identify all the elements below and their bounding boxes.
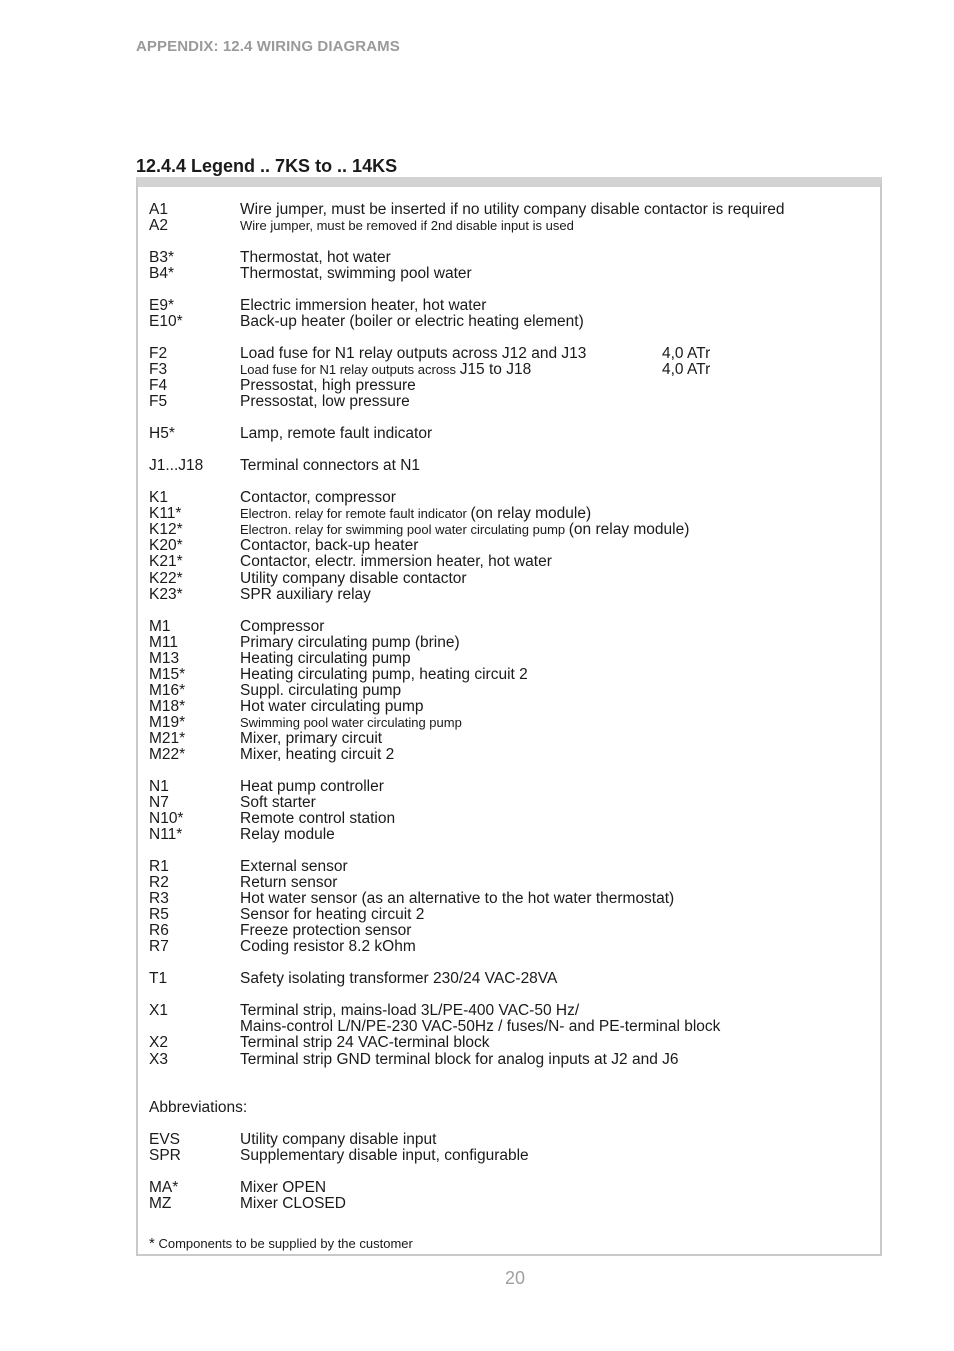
legend-code: A2 xyxy=(149,217,168,234)
legend-code: F3 xyxy=(149,361,168,378)
legend-description xyxy=(240,971,557,987)
legend-code: X2 xyxy=(149,1034,168,1051)
legend-description-text: Contactor, compressor xyxy=(240,489,396,506)
legend-description xyxy=(240,923,411,939)
legend-description-text: Thermostat, hot water xyxy=(240,249,391,266)
legend-code: R2 xyxy=(149,874,169,891)
legend-code: N11* xyxy=(149,826,183,843)
legend-description xyxy=(240,362,531,378)
legend-description xyxy=(240,875,337,891)
legend-description-text: Electric immersion heater, hot water xyxy=(240,297,487,314)
legend-description-text: Load fuse for N1 relay outputs across xyxy=(240,362,457,377)
legend-code: M13 xyxy=(149,650,180,667)
legend-description xyxy=(240,731,382,747)
legend-description xyxy=(240,346,586,362)
legend-description-text: Back-up heater (boiler or electric heating element) xyxy=(240,313,584,330)
legend-description-text: Hot water sensor (as an alternative to the hot water thermostat) xyxy=(240,890,675,907)
legend-code: T1 xyxy=(149,970,168,987)
legend-code: K11* xyxy=(149,505,182,522)
abbreviation-code: MA* xyxy=(149,1179,179,1196)
legend-code: M15* xyxy=(149,666,186,683)
legend-code: B3* xyxy=(149,249,174,266)
legend-description xyxy=(240,490,396,506)
abbreviation-description: Mixer OPEN xyxy=(240,1179,327,1196)
legend-code: R5 xyxy=(149,906,169,923)
legend-description-text: Terminal connectors at N1 xyxy=(240,457,421,474)
legend-code: M19* xyxy=(149,714,186,731)
legend-description xyxy=(240,651,411,667)
legend-code: N7 xyxy=(149,794,169,811)
legend-description-text: Hot water circulating pump xyxy=(240,698,424,715)
legend-code: M1 xyxy=(149,618,171,635)
legend-description-text: Wire jumper, must be inserted if no utility company disable contactor is required xyxy=(240,201,785,218)
legend-code: R3 xyxy=(149,890,169,907)
legend-description xyxy=(240,891,674,907)
legend-description-text: Heating circulating pump, heating circuit 2 xyxy=(240,666,528,683)
legend-description-text: Lamp, remote fault indicator xyxy=(240,425,433,442)
legend-description xyxy=(240,394,410,410)
legend-description xyxy=(240,378,416,394)
legend-description xyxy=(240,587,371,603)
footnote-star: * xyxy=(149,1235,155,1252)
legend-description xyxy=(240,218,574,234)
legend-code: N10* xyxy=(149,810,184,827)
legend-description-text: Electron. relay for swimming pool water circulating pump xyxy=(240,522,566,537)
legend-description-text: Mixer, primary circuit xyxy=(240,730,383,747)
legend-code: H5* xyxy=(149,425,175,442)
legend-code: A1 xyxy=(149,201,168,218)
legend-description xyxy=(240,250,391,266)
legend-description-text: Utility company disable contactor xyxy=(240,570,467,587)
legend-description-text: Contactor, electr. immersion heater, hot water xyxy=(240,553,552,570)
legend-code: M18* xyxy=(149,698,186,715)
legend-description xyxy=(240,907,424,923)
abbreviation-code: SPR xyxy=(149,1147,181,1164)
legend-description-text: Wire jumper, must be removed if 2nd disable input is used xyxy=(240,218,574,233)
legend-description-text: Relay module xyxy=(240,826,335,843)
legend-description-text: Safety isolating transformer 230/24 VAC-28VA xyxy=(240,970,558,987)
legend-code: B4* xyxy=(149,265,174,282)
legend-description-text: SPR auxiliary relay xyxy=(240,586,371,603)
legend-value: 4,0 ATr xyxy=(662,345,711,362)
section-title: 12.4.4 Legend .. 7KS to .. 14KS xyxy=(136,156,398,176)
legend-description-text: Terminal strip GND terminal block for analog inputs at J2 and J6 xyxy=(240,1051,679,1068)
legend-code: F2 xyxy=(149,345,168,362)
legend-description-text: Terminal strip 24 VAC-terminal block xyxy=(240,1034,490,1051)
legend-description-text: Heating circulating pump xyxy=(240,650,411,667)
legend-code: K22* xyxy=(149,570,183,587)
legend-description-text: Mixer, heating circuit 2 xyxy=(240,746,395,763)
legend-description-tail: (on relay module) xyxy=(470,505,592,522)
legend-code: X3 xyxy=(149,1051,168,1068)
legend-description xyxy=(240,619,324,635)
legend-description-text: Terminal strip, mains-load 3L/PE-400 VAC-50 Hz/ xyxy=(240,1002,580,1019)
legend-description-text: Suppl. circulating pump xyxy=(240,682,402,699)
legend-description xyxy=(240,1003,579,1019)
legend-description xyxy=(240,202,784,218)
legend-description xyxy=(240,747,394,763)
legend-description xyxy=(240,683,401,699)
legend-code: R6 xyxy=(149,922,169,939)
legend-description-text: Remote control station xyxy=(240,810,396,827)
legend-description xyxy=(240,538,418,554)
legend-code: K23* xyxy=(149,586,183,603)
legend-description-text: External sensor xyxy=(240,858,348,875)
legend-value: 4,0 ATr xyxy=(662,361,711,378)
footnote-text: Components to be supplied by the customer xyxy=(158,1236,413,1251)
legend-description xyxy=(240,1052,679,1068)
legend-description-text: Freeze protection sensor xyxy=(240,922,412,939)
legend-code: K20* xyxy=(149,537,183,554)
legend-code: M22* xyxy=(149,746,186,763)
legend-description-tail: (on relay module) xyxy=(568,521,690,538)
legend-code: X1 xyxy=(149,1002,168,1019)
legend-code: R7 xyxy=(149,938,169,955)
legend-description-text: Heat pump controller xyxy=(240,778,384,795)
legend-code: K12* xyxy=(149,521,183,538)
page-number-text: 20 xyxy=(505,1268,526,1288)
legend-description-text: Soft starter xyxy=(240,794,316,811)
legend-description xyxy=(240,571,467,587)
legend-description xyxy=(240,298,486,314)
legend-description xyxy=(240,522,689,538)
legend-code: F5 xyxy=(149,393,168,410)
legend-code: N1 xyxy=(149,778,169,795)
legend-description-text: Electron. relay for remote fault indicator xyxy=(240,506,467,521)
legend-description-text: Pressostat, high pressure xyxy=(240,377,416,394)
legend-description xyxy=(240,314,584,330)
legend-description xyxy=(240,795,316,811)
legend-description-text: Return sensor xyxy=(240,874,338,891)
legend-description xyxy=(240,939,416,955)
legend-code: F4 xyxy=(149,377,168,394)
abbreviations-heading: Abbreviations: xyxy=(149,1099,248,1116)
legend-description-text: Contactor, back-up heater xyxy=(240,537,419,554)
running-header: APPENDIX: 12.4 WIRING DIAGRAMS xyxy=(136,38,400,55)
legend-description-tail: J15 to J18 xyxy=(459,361,532,378)
legend-description xyxy=(240,715,462,731)
legend-description-text: Compressor xyxy=(240,618,325,635)
legend-description-text: Mains-control L/N/PE-230 VAC-50Hz / fuses/N- and PE-terminal block xyxy=(240,1018,721,1035)
legend-description xyxy=(240,554,552,570)
legend-description-text: Swimming pool water circulating pump xyxy=(240,715,462,730)
legend-description-text: Pressostat, low pressure xyxy=(240,393,410,410)
legend-description xyxy=(240,1019,720,1035)
legend-description-text: Sensor for heating circuit 2 xyxy=(240,906,425,923)
abbreviation-description: Supplementary disable input, configurable xyxy=(240,1147,529,1164)
legend-code: E10* xyxy=(149,313,183,330)
legend-description xyxy=(240,458,420,474)
legend-description-text: Load fuse for N1 relay outputs across J12 and J13 xyxy=(240,345,587,362)
legend-code: K1 xyxy=(149,489,168,506)
legend-code: R1 xyxy=(149,858,169,875)
legend-description xyxy=(240,699,424,715)
legend-description xyxy=(240,859,348,875)
legend-description xyxy=(240,266,472,282)
legend-description xyxy=(240,426,432,442)
legend-description-text: Thermostat, swimming pool water xyxy=(240,265,472,282)
legend-description xyxy=(240,779,384,795)
legend-description-text: Primary circulating pump (brine) xyxy=(240,634,460,651)
abbreviation-description: Utility company disable input xyxy=(240,1131,437,1148)
legend-description xyxy=(240,667,528,683)
legend-code: M21* xyxy=(149,730,186,747)
legend-description xyxy=(240,1035,490,1051)
legend-description xyxy=(240,506,591,522)
abbreviation-code: MZ xyxy=(149,1195,172,1212)
footnote xyxy=(149,1235,413,1252)
legend-code: E9* xyxy=(149,297,174,314)
legend-code: K21* xyxy=(149,553,183,570)
legend-code: M16* xyxy=(149,682,186,699)
legend-description xyxy=(240,635,460,651)
legend-description-text: Coding resistor 8.2 kOhm xyxy=(240,938,416,955)
legend-code: J1...J18 xyxy=(149,457,204,474)
legend-description xyxy=(240,827,335,843)
abbreviation-description: Mixer CLOSED xyxy=(240,1195,346,1212)
legend-description xyxy=(240,811,395,827)
abbreviation-code: EVS xyxy=(149,1131,181,1148)
legend-code: M11 xyxy=(149,634,179,651)
